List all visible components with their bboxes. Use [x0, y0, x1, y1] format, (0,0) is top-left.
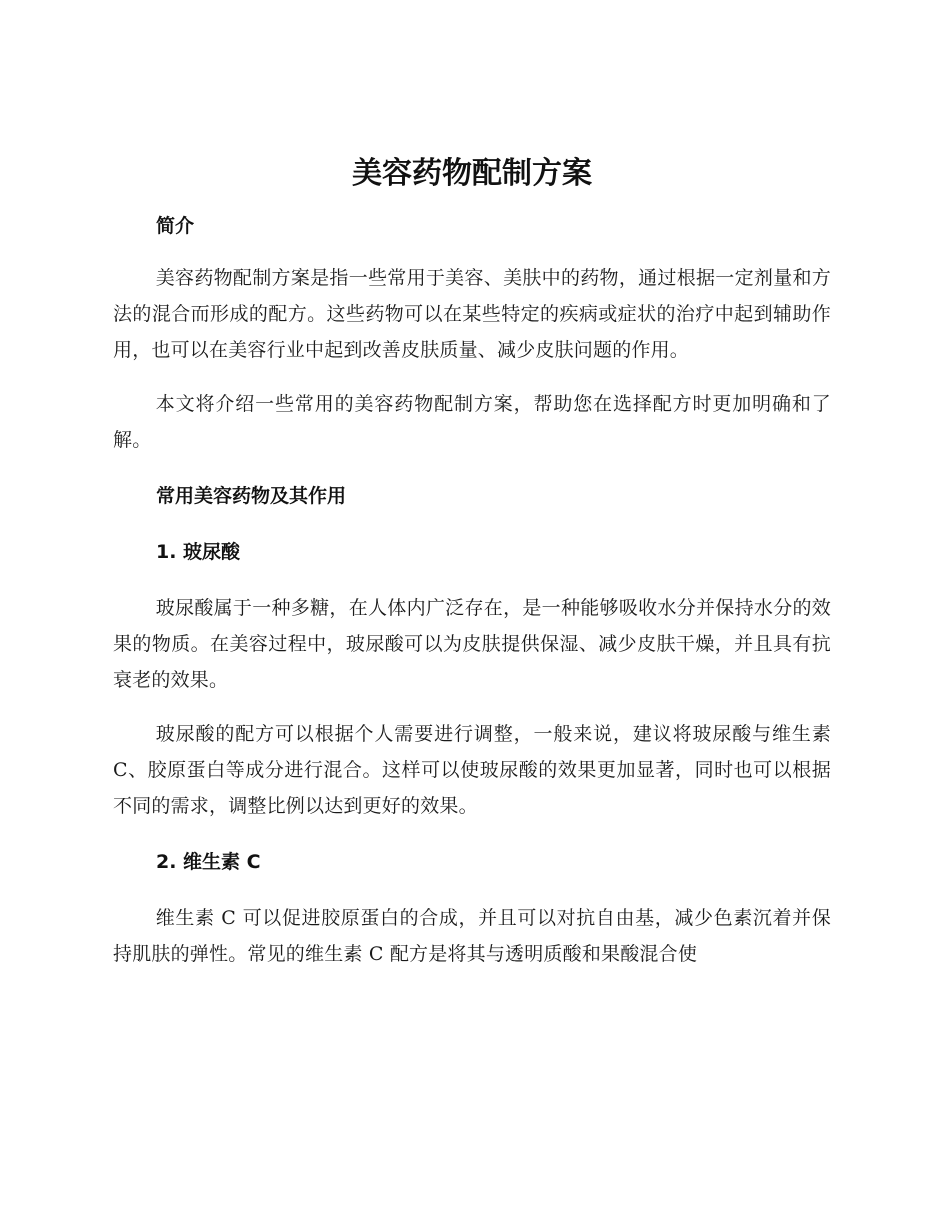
section-heading-hyaluronic-acid: 1. 玻尿酸 [156, 541, 241, 563]
section-heading-vitamin-c: 2. 维生素 C [156, 851, 261, 873]
document-body [113, 148, 831, 972]
paragraph-intro-1: 美容药物配制方案是指一些常用于美容、美肤中的药物，通过根据一定剂量和方法的混合而形成的配方。这些药物可以在某些特定的疾病或症状的治疗中起到辅助作用，也可以在美容行业中起到改善皮肤质量、减少皮肤问题的作用。 [113, 267, 831, 361]
paragraph-hyaluronic-1: 玻尿酸属于一种多糖，在人体内广泛存在，是一种能够吸收水分并保持水分的效果的物质。在美容过程中，玻尿酸可以为皮肤提供保湿、减少皮肤干燥，并且具有抗衰老的效果。 [113, 597, 831, 691]
section-heading-intro: 简介 [156, 215, 195, 237]
paragraph-hyaluronic-2: 玻尿酸的配方可以根据个人需要进行调整，一般来说，建议将玻尿酸与维生素 C、胶原蛋白等成分进行混合。这样可以使玻尿酸的效果更加显著，同时也可以根据不同的需求，调整比例以达到更好的效果。 [113, 723, 831, 817]
paragraph-vitamin-c-1: 维生素 C 可以促进胶原蛋白的合成，并且可以对抗自由基，减少色素沉着并保持肌肤的弹性。常见的维生素 C 配方是将其与透明质酸和果酸混合使 [113, 907, 831, 965]
document-title: 美容药物配制方案 [352, 156, 592, 191]
section-heading-common-drugs: 常用美容药物及其作用 [156, 485, 347, 507]
paragraph-intro-2: 本文将介绍一些常用的美容药物配制方案，帮助您在选择配方时更加明确和了解。 [113, 393, 831, 451]
